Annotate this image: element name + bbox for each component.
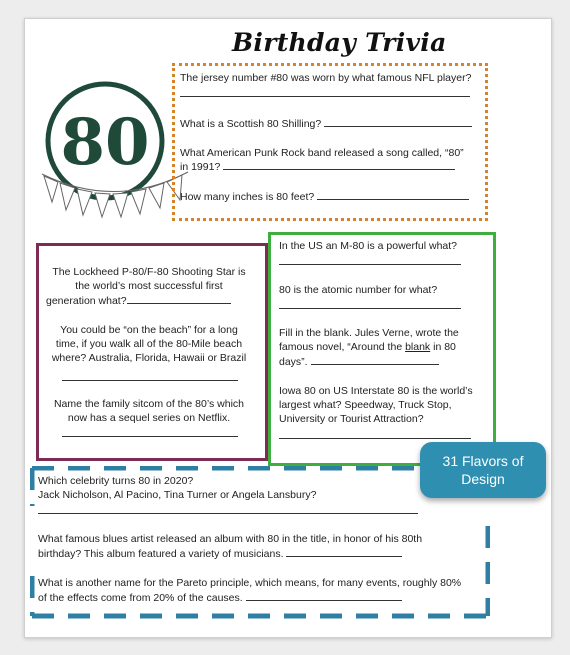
logo-line-2: Design	[461, 471, 505, 487]
badge-number: 80	[60, 105, 150, 180]
orange-q1: The jersey number #80 was worn by what famous NFL player?	[180, 72, 472, 84]
blank-word: blank	[405, 341, 431, 353]
answer-line[interactable]	[38, 513, 418, 514]
answer-line[interactable]	[246, 591, 402, 601]
green-q4-line1: Iowa 80 on US Interstate 80 is the world’s	[279, 385, 473, 397]
purple-q2-line3: where? Australia, Florida, Hawaii or Brazil	[51, 352, 247, 364]
blue-q3-line2: of the effects come from 20% of the causes.	[38, 591, 402, 606]
answer-line[interactable]	[127, 294, 231, 304]
blue-q2-line2: birthday? This album featured a variety of musicians.	[38, 547, 402, 562]
orange-q4: How many inches is 80 feet?	[180, 190, 469, 205]
answer-line[interactable]	[317, 190, 469, 200]
green-q3-line3: days”.	[279, 355, 439, 370]
page-title: Birthday Trivia	[232, 28, 447, 57]
green-q2: 80 is the atomic number for what?	[279, 284, 438, 296]
answer-line[interactable]	[279, 308, 461, 309]
blue-q1-line2: Jack Nicholson, Al Pacino, Tina Turner or Angela Lansbury?	[38, 489, 317, 501]
answer-line[interactable]	[223, 160, 455, 170]
green-q4-line3: University or Tourist Attraction?	[279, 413, 424, 425]
purple-q3-line1: Name the family sitcom of the 80’s which	[53, 398, 245, 410]
orange-q3-line2: in 1991?	[180, 160, 455, 175]
brand-logo-tag	[420, 442, 546, 498]
purple-q1-line1: The Lockheed P-80/F-80 Shooting Star is	[52, 266, 246, 278]
bunting-decoration	[40, 170, 190, 225]
answer-line[interactable]	[62, 380, 238, 381]
answer-line[interactable]	[180, 96, 470, 97]
green-q3-line2: famous novel, “Around the blank in 80	[279, 341, 456, 353]
green-q3-line1: Fill in the blank. Jules Verne, wrote the	[279, 327, 459, 339]
blue-q2-line1: What famous blues artist released an album with 80 in the title, in honor of his 80th	[38, 533, 423, 545]
purple-q2-line2: time, if you walk all of the 80-Mile beach	[55, 338, 243, 350]
answer-line[interactable]	[286, 547, 402, 557]
blue-q3-line1: What is another name for the Pareto principle, which means, for many events, roughly 80%	[38, 577, 462, 589]
purple-q3-line2: now has a sequel series on Netflix.	[67, 412, 231, 424]
green-q1: In the US an M-80 is a powerful what?	[279, 240, 458, 252]
green-q4-line2: largest what? Speedway, Truck Stop,	[279, 399, 452, 411]
purple-q1-line2: the world’s most successful first	[75, 280, 223, 292]
purple-q1-line3: generation what?	[46, 294, 231, 309]
logo-line-1: 31 Flavors of	[442, 453, 524, 469]
answer-line[interactable]	[62, 436, 238, 437]
orange-q2: What is a Scottish 80 Shilling?	[180, 117, 472, 132]
orange-q3-line1: What American Punk Rock band released a song called, “80”	[180, 147, 464, 159]
purple-q2-line1: You could be “on the beach” for a long	[60, 324, 238, 336]
answer-line[interactable]	[279, 438, 471, 439]
answer-line[interactable]	[311, 355, 439, 365]
blue-q1-line1: Which celebrity turns 80 in 2020?	[38, 475, 194, 487]
answer-line[interactable]	[279, 264, 461, 265]
answer-line[interactable]	[324, 117, 472, 127]
